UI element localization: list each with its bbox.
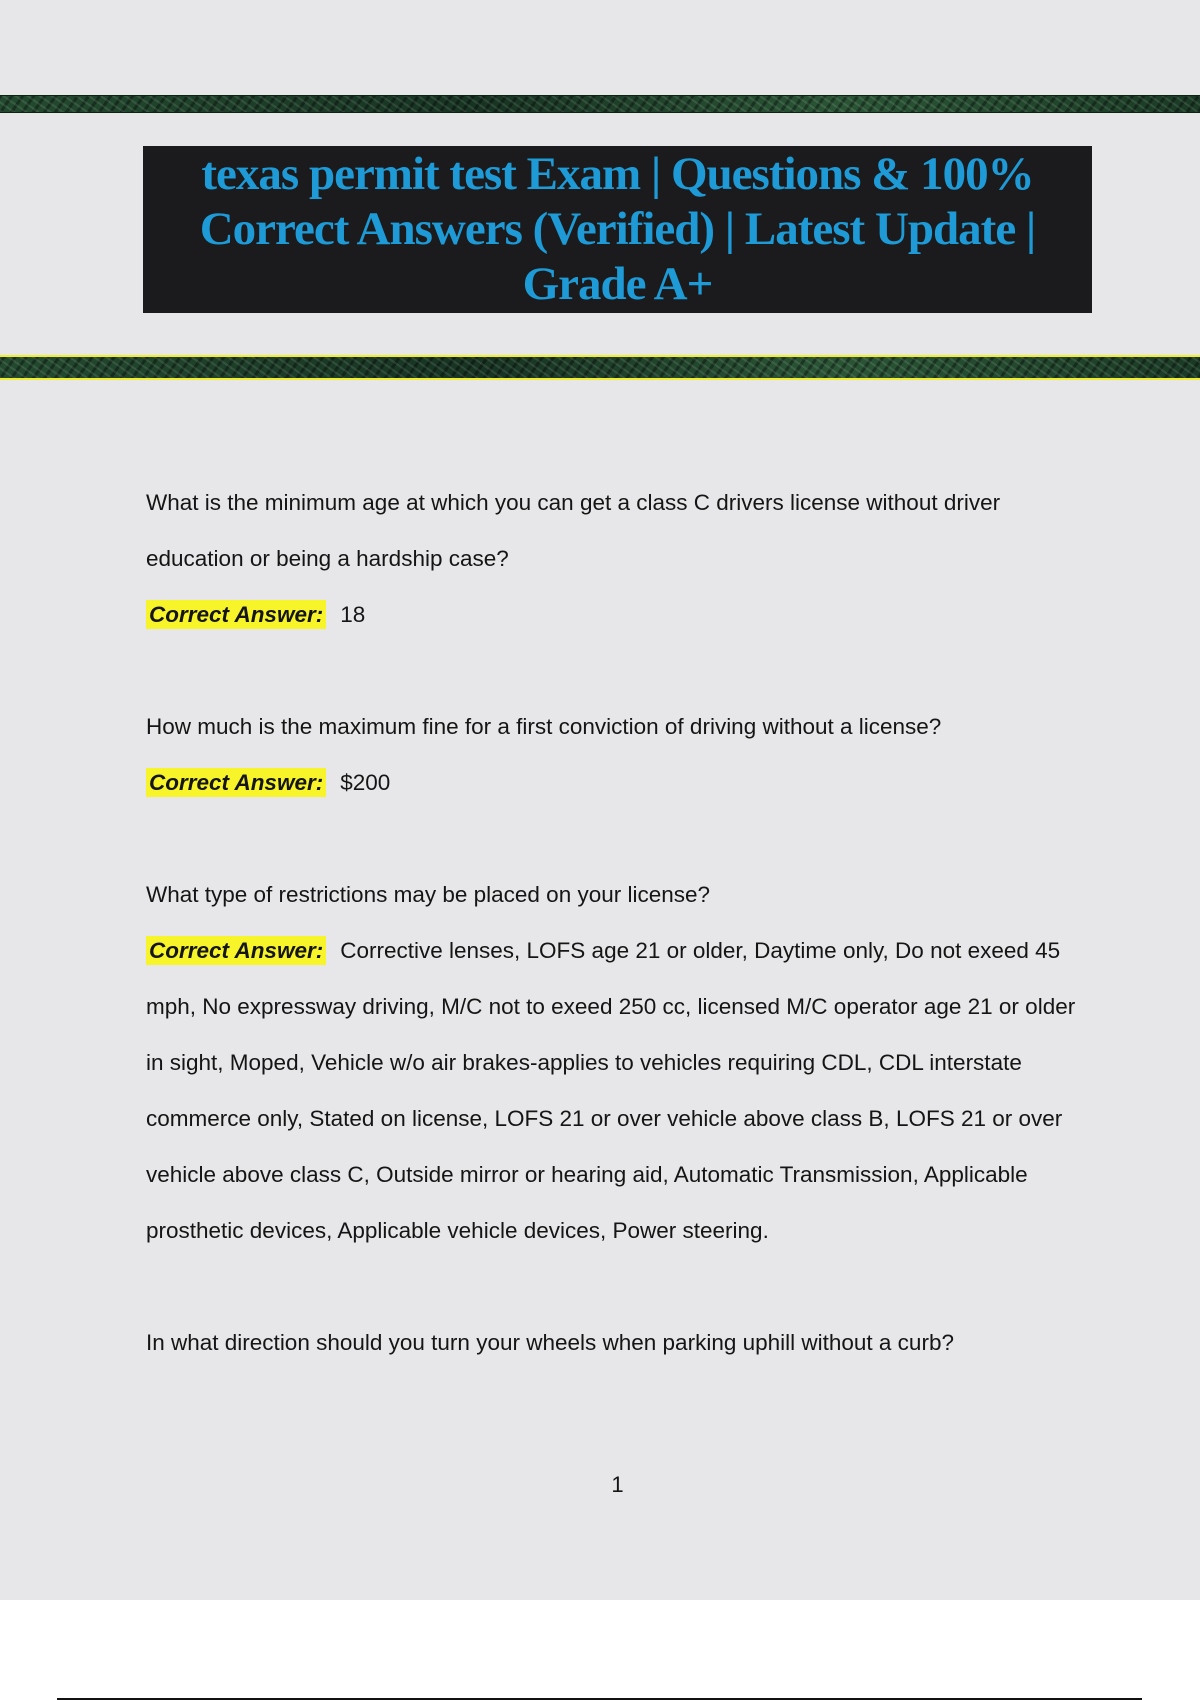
qa-item (146, 1315, 1096, 1371)
answer-line (146, 923, 1096, 1259)
correct-answer-label: Correct Answer: (146, 768, 326, 797)
question-text: How much is the maximum fine for a first conviction of driving without a license? (146, 714, 942, 739)
qa-item (146, 699, 1096, 811)
question-text: What type of restrictions may be placed on your license? (146, 882, 711, 907)
qa-item (146, 867, 1096, 1259)
answer-line (146, 755, 1096, 811)
qa-list (146, 475, 1096, 1427)
decorative-band-bottom (0, 355, 1200, 380)
correct-answer-label: Correct Answer: (146, 600, 326, 629)
document-title: texas permit test Exam | Questions & 100% Correct Answers (Verified) | Latest Update | Grade A+ (199, 148, 1036, 310)
correct-answer-label: Correct Answer: (146, 936, 326, 965)
answer-text: 18 (340, 602, 366, 627)
title-banner (143, 146, 1092, 313)
question-text: What is the minimum age at which you can get a class C drivers license without driver education or being a hardship case? (146, 490, 1001, 571)
answer-line (146, 587, 1096, 643)
decorative-band-top (0, 95, 1200, 113)
qa-item (146, 475, 1096, 643)
answer-text: Corrective lenses, LOFS age 21 or older, Daytime only, Do not exeed 45 mph, No expressway driving, M/C not to exeed 250 cc, licensed M/C operator age 21 or older in sight, Moped, Vehicle w/o air brakes-applies to vehicles requiring CDL, CDL interstate commerce only, Stated on license, LOFS 21 or over vehicle above class B, LOFS 21 or over vehicle above class C, Outside mirror or hearing aid, Automatic Transmission, Applicable prosthetic devices, Applicable vehicle devices, Power steering. (146, 938, 1076, 1243)
page-number: 1 (611, 1472, 624, 1497)
question-text: In what direction should you turn your wheels when parking uphill without a curb? (146, 1330, 954, 1355)
answer-text: $200 (340, 770, 391, 795)
